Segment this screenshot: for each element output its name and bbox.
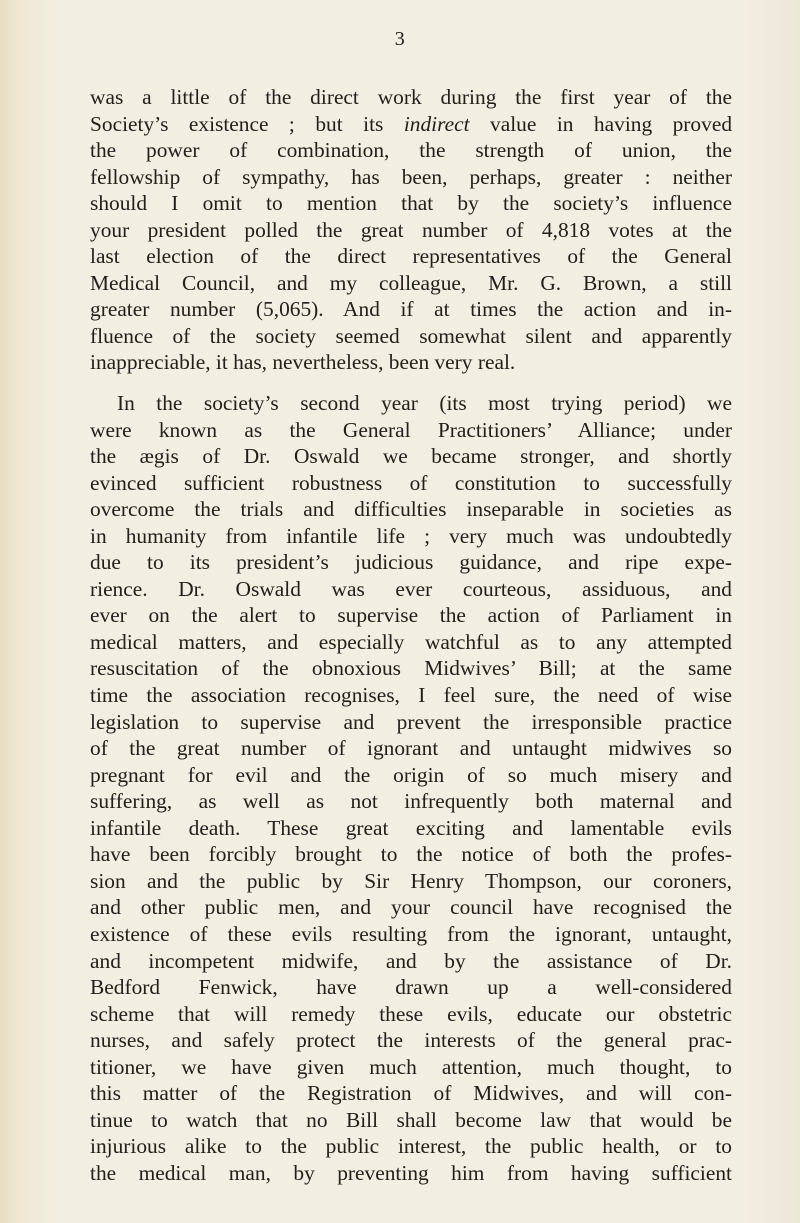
text-line: scheme that will remedy these evils, educate our obstetric (90, 1001, 732, 1026)
text-line: legislation to supervise and prevent the irresponsible practice (90, 709, 732, 734)
text-line: last election of the direct representatives of the General (90, 244, 732, 269)
text-line: have been forcibly brought to the notice of both the profes- (90, 842, 732, 867)
text-line: rience. Dr. Oswald was ever courteous, assiduous, and (90, 576, 732, 601)
text-line: and incompetent midwife, and by the assistance of Dr. (90, 948, 732, 973)
text-line: should I omit to mention that by the society’s influence (90, 191, 732, 216)
text-line: Medical Council, and my colleague, Mr. G. Brown, a still (90, 270, 732, 295)
text-line: time the association recognises, I feel sure, the need of wise (90, 683, 732, 708)
text-line: in humanity from infantile life ; very much was undoubtedly (90, 523, 732, 548)
page-number: 3 (394, 28, 406, 50)
text-line: In the society’s second year (its most trying period) we (117, 391, 732, 416)
text-line: medical matters, and especially watchful as to any attempted (90, 629, 732, 654)
text-line: existence of these evils resulting from the ignorant, untaught, (90, 921, 732, 946)
text-line: suffering, as well as not infrequently both maternal and (90, 789, 732, 814)
text-line: tinue to watch that no Bill shall become law that would be (90, 1107, 732, 1132)
text-line: was a little of the direct work during the first year of the (90, 85, 732, 109)
text-line: fellowship of sympathy, has been, perhaps, greater : neither (90, 164, 732, 189)
text-line: the ægis of Dr. Oswald we became stronger, and shortly (90, 444, 732, 469)
text-line: pregnant for evil and the origin of so much misery and (90, 762, 732, 787)
text-line: your president polled the great number of 4,818 votes at the (90, 217, 732, 242)
text-line: the power of combination, the strength of union, the (90, 138, 732, 163)
text-line: the medical man, by preventing him from having sufficient (90, 1160, 732, 1185)
text-line: ever on the alert to supervise the action of Parliament in (90, 603, 732, 628)
text-line: were known as the General Practitioners’ Alliance; under (90, 417, 732, 442)
text-line: due to its president’s judicious guidance, and ripe expe- (90, 550, 732, 575)
text-line: fluence of the society seemed somewhat silent and apparently (90, 323, 732, 348)
italic-text: indirect (403, 111, 470, 136)
text-line: Society’s existence ; but its indirect value in having proved (90, 111, 733, 136)
text-line: infantile death. These great exciting and lamentable evils (90, 815, 732, 840)
text-line: of the great number of ignorant and untaught midwives so (90, 736, 732, 761)
text-line: Bedford Fenwick, have drawn up a well-considered (90, 975, 732, 1000)
text-line: nurses, and safely protect the interests of the general prac- (90, 1028, 732, 1053)
text-line: sion and the public by Sir Henry Thompson, our coroners, (90, 868, 732, 893)
paragraph (90, 390, 732, 1186)
text-line: evinced sufficient robustness of constitution to successfully (90, 470, 732, 495)
body-text (90, 84, 732, 1200)
text-line: and other public men, and your council have recognised the (90, 895, 732, 920)
text-line: this matter of the Registration of Midwives, and will con- (90, 1081, 732, 1106)
paragraph (90, 84, 732, 376)
text-line: greater number (5,065). And if at times the action and in- (90, 297, 732, 322)
text-line: resuscitation of the obnoxious Midwives’ Bill; at the same (90, 656, 732, 681)
text-line: inappreciable, it has, nevertheless, been very real. (90, 350, 516, 375)
text-line: injurious alike to the public interest, the public health, or to (90, 1134, 732, 1159)
text-line: overcome the trials and difficulties inseparable in societies as (90, 497, 732, 522)
text-line: titioner, we have given much attention, much thought, to (90, 1054, 732, 1079)
